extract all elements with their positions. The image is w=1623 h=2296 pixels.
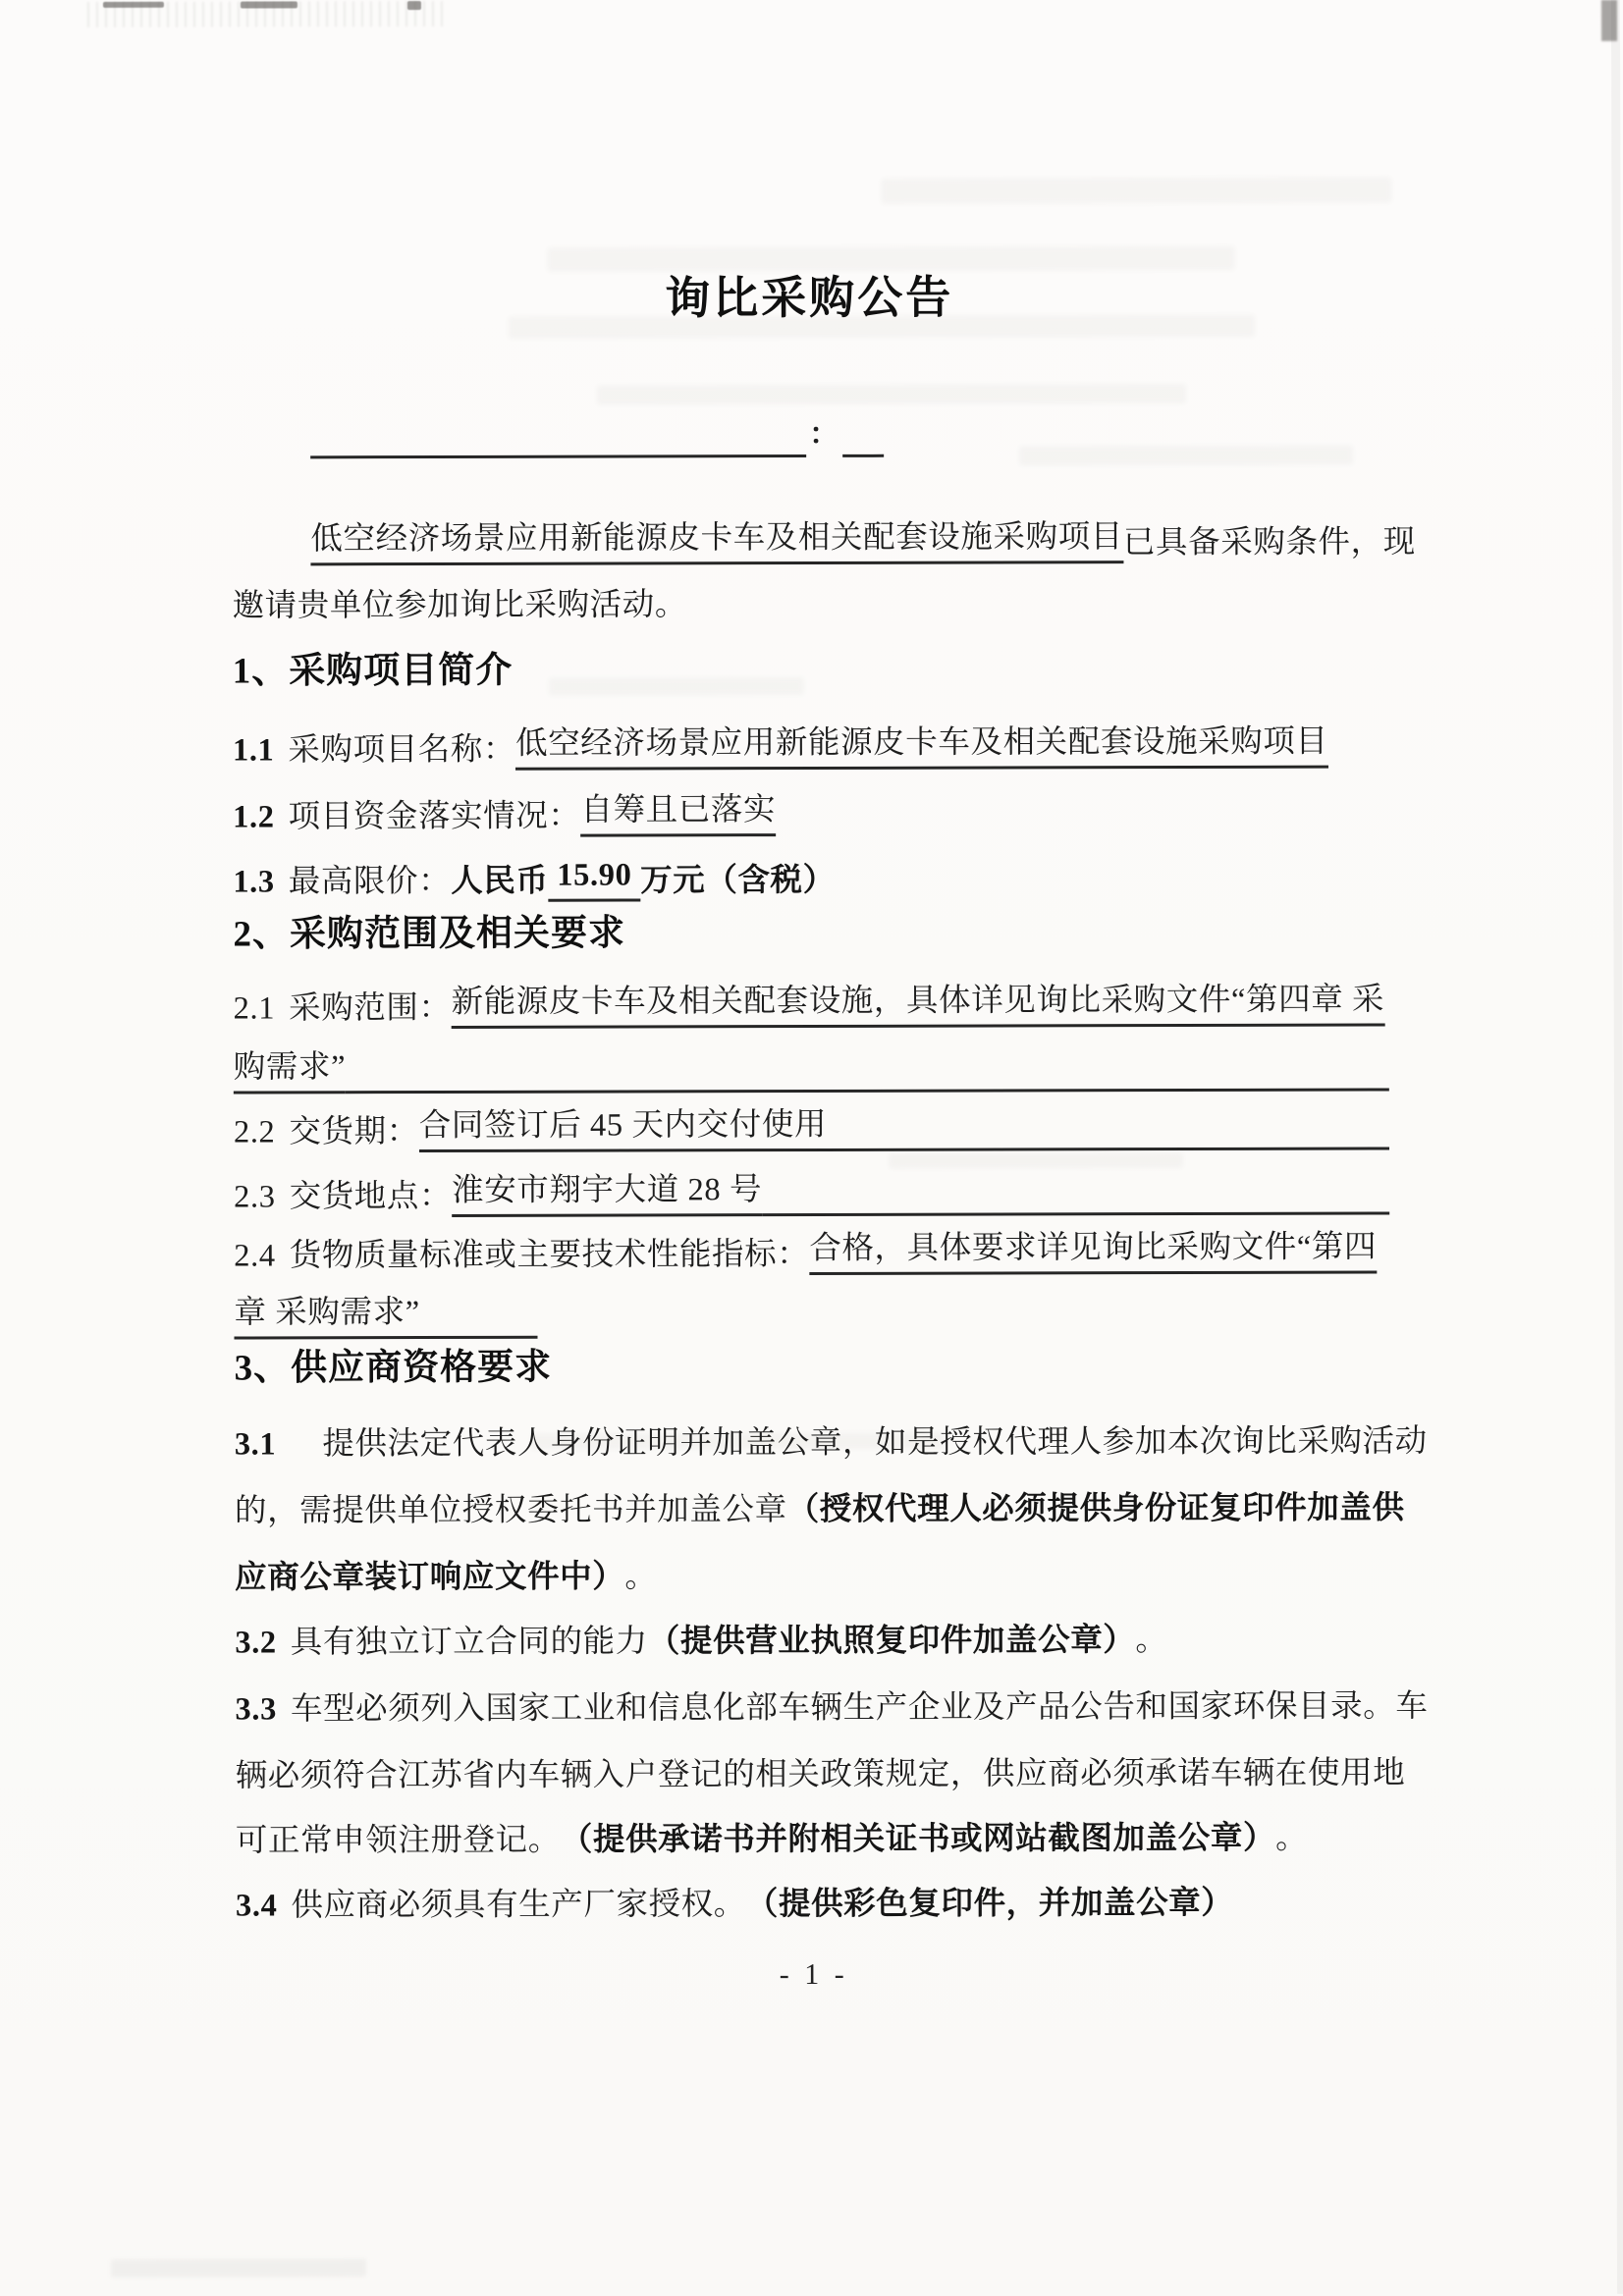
item-1-1 [233, 722, 1328, 772]
price-currency: 人民币 [451, 863, 549, 899]
clause-text-bold: （提供营业执照复印件加盖公章） [647, 1623, 1136, 1660]
section-2-heading [233, 911, 625, 957]
clause-text: 车型必须列入国家工业和信息化部车辆生产企业及产品公告和国家环保目录。车 [290, 1688, 1429, 1728]
item-1-2 [233, 790, 776, 837]
item-number: 3.3 [235, 1691, 277, 1728]
page-number [2, 1954, 1623, 1996]
item-number: 2.2 [233, 1114, 276, 1150]
item-3-1-line-2 [235, 1488, 1405, 1531]
section-3-heading-text: 3、供应商资格要求 [234, 1347, 553, 1389]
clause-text: 。 [1275, 1820, 1309, 1856]
clause-text-bold: （提供承诺书并附相关证书或网站截图加盖公章） [560, 1820, 1276, 1858]
intro-line-1-rest: 已具备采购条件，现 [1122, 524, 1416, 561]
bleed-through-ghost [549, 677, 804, 696]
item-3-3-line-1 [235, 1686, 1428, 1730]
scan-artifact [407, 1, 421, 10]
field-value-underlined: 淮安市翔宇大道 28 号 [452, 1170, 762, 1216]
field-value-underlined: 合格，具体要求详见询比采购文件“第四 [809, 1227, 1377, 1274]
item-3-3-line-3 [236, 1819, 1308, 1861]
item-number: 3.1 [234, 1426, 277, 1463]
intro-line-1 [310, 516, 1416, 565]
recipient-blank-line [310, 416, 884, 458]
item-2-1-line-1 [234, 980, 1385, 1029]
bleed-through-ghost [1019, 446, 1353, 466]
blank-underline [346, 1082, 1389, 1094]
clause-text-bold: （提供彩色复印件，并加盖公章） [745, 1885, 1234, 1923]
blank-underline [762, 1205, 1389, 1216]
field-value-underlined: 低空经济场景应用新能源皮卡车及相关配套设施采购项目 [515, 722, 1328, 771]
bleed-through-ghost [548, 246, 1235, 272]
item-2-4-line-2 [234, 1293, 537, 1339]
item-number: 2.4 [234, 1238, 276, 1274]
item-1-3 [233, 855, 836, 902]
section-1-heading-text: 1、采购项目简介 [232, 650, 514, 692]
scan-artifact [87, 1, 449, 27]
project-name-underlined: 低空经济场景应用新能源皮卡车及相关配套设施采购项目 [310, 517, 1123, 565]
item-number: 2.1 [233, 990, 276, 1027]
clause-text: 提供法定代表人身份证明并加盖公章，如是授权代理人参加本次询比采购活动 [290, 1423, 1428, 1463]
item-3-4 [236, 1884, 1233, 1926]
blank-underline [420, 1329, 538, 1338]
scan-artifact [1611, 0, 1623, 2294]
scan-artifact [103, 2, 164, 8]
item-number: 1.2 [233, 799, 275, 835]
bleed-through-ghost [889, 1152, 1183, 1169]
bleed-through-ghost [597, 384, 1186, 405]
blank-underline [310, 449, 806, 458]
section-3-heading [235, 1346, 553, 1392]
field-label: 交货期： [289, 1114, 419, 1150]
item-number: 3.4 [235, 1888, 278, 1924]
field-value-underlined: 自筹且已落实 [580, 790, 776, 836]
item-number: 3.2 [235, 1625, 277, 1661]
blank-underline [842, 448, 884, 456]
field-label: 采购项目名称： [288, 731, 516, 769]
field-value-underlined: 新能源皮卡车及相关配套设施，具体详见询比采购文件“第四章 采 [452, 980, 1385, 1028]
item-3-2 [235, 1621, 1167, 1663]
clause-text-bold: 应商公章装订响应文件中） [235, 1559, 625, 1596]
price-amount-underlined: 15.90 [548, 855, 640, 901]
scan-artifact [111, 2259, 366, 2277]
clause-text: 。 [1135, 1623, 1168, 1659]
section-2-heading-text: 2、采购范围及相关要求 [233, 913, 625, 955]
clause-text: 。 [624, 1559, 658, 1595]
intro-line-2-text: 邀请贵单位参加询比采购活动。 [232, 587, 688, 624]
intro-line-2 [233, 585, 688, 626]
field-value-underlined: 章 采购需求” [234, 1293, 419, 1339]
item-2-4-line-1 [234, 1227, 1377, 1276]
item-2-3 [234, 1168, 1389, 1217]
item-number: 2.3 [234, 1179, 276, 1215]
clause-text-bold: （授权代理人必须提供身份证复印件加盖供 [786, 1490, 1405, 1528]
item-2-2 [234, 1103, 1389, 1152]
scan-artifact [1601, 0, 1617, 41]
item-number: 1.3 [233, 864, 275, 900]
scan-artifact [241, 1, 298, 8]
recipient-colon: ： [809, 417, 839, 452]
field-label: 交货地点： [289, 1178, 453, 1215]
field-label: 最高限价： [288, 863, 452, 900]
field-label: 项目资金落实情况： [288, 798, 581, 835]
section-1-heading [233, 649, 514, 695]
field-value-underlined: 购需求” [234, 1047, 346, 1094]
price-unit-tax: 万元（含税） [640, 862, 836, 899]
bleed-through-ghost [881, 177, 1391, 203]
clause-text: 可正常申领注册登记。 [235, 1822, 561, 1859]
document-title-text: 询比采购公告 [665, 272, 954, 324]
blank-underline [827, 1141, 1389, 1150]
field-label: 采购范围： [289, 989, 452, 1027]
clause-text: 供应商必须具有生产厂家授权。 [291, 1887, 746, 1924]
item-3-1-line-3 [235, 1557, 657, 1598]
item-3-3-line-2 [236, 1753, 1406, 1796]
item-2-1-line-2 [234, 1044, 1389, 1094]
clause-text: 具有独立订立合同的能力 [290, 1624, 648, 1661]
item-number: 1.1 [232, 732, 275, 769]
clause-text: 的，需提供单位授权委托书并加盖公章 [234, 1492, 787, 1529]
field-label: 货物质量标准或主要技术性能指标： [289, 1237, 810, 1274]
field-value-underlined: 合同签订后 45 天内交付使用 [419, 1105, 827, 1152]
clause-text: 辆必须符合江苏省内车辆入户登记的相关政策规定，供应商必须承诺车辆在使用地 [235, 1755, 1406, 1794]
page-number-text: - 1 - [779, 1957, 848, 1992]
item-3-1-line-1 [235, 1421, 1428, 1465]
document-title [0, 268, 1621, 329]
